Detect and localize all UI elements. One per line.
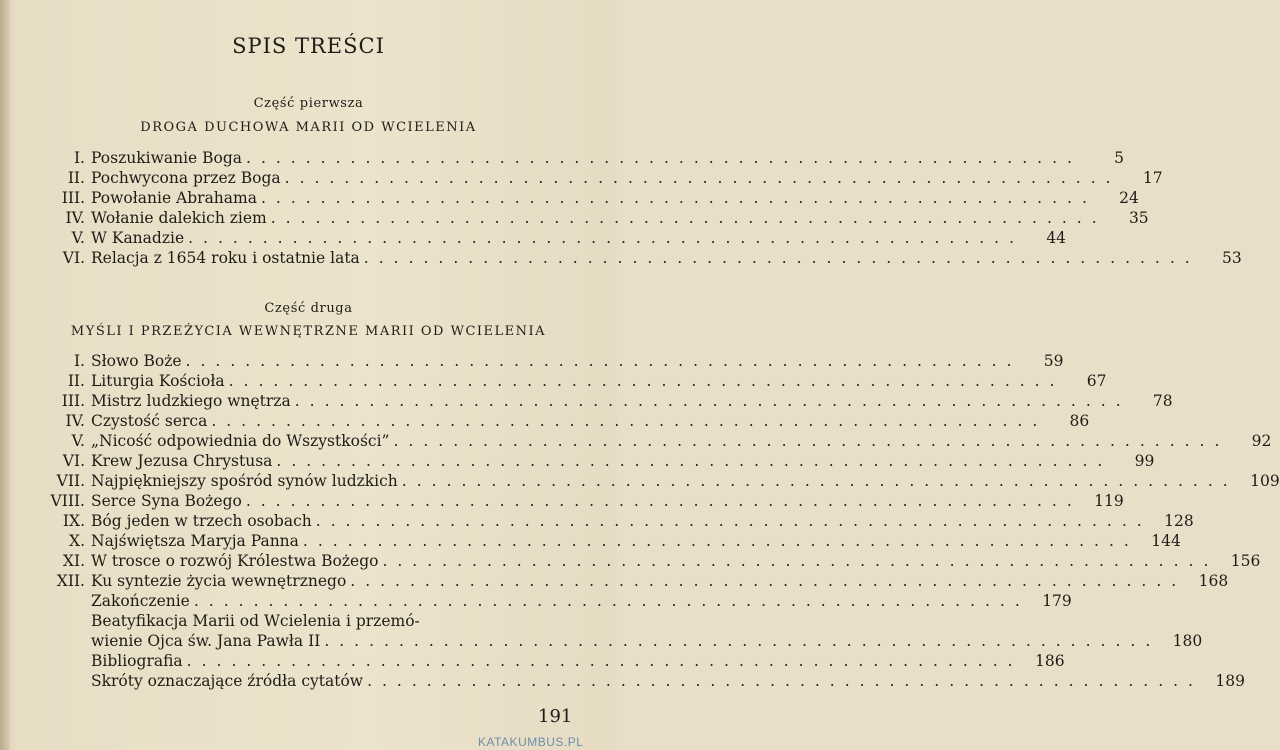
leader-dots: ........................................................ [185,352,1022,370]
leader-dots: ........................................................ [246,149,1082,167]
toc-entry [30,391,1173,411]
toc-entry-extra [30,631,1203,651]
entry-title: W trosce o rozwój Królestwa Bożego [91,552,379,570]
entry-number: III. [61,392,85,410]
leader-dots: ........................................................ [382,552,1219,570]
entry-page: 35 [1128,209,1149,227]
toc-entry [30,511,1194,531]
toc-entry [30,571,1229,591]
entry-page: 92 [1251,432,1272,450]
entry-number: IV. [65,412,85,430]
entry-title: Skróty oznaczające źródła cytatów [91,672,364,690]
toc-entry [30,208,1149,228]
entry-page: 78 [1152,392,1173,410]
entry-title: Zakończenie [91,592,190,610]
toc-entry [30,491,1124,511]
entry-page: 189 [1215,672,1245,690]
entry-title: Najświętsza Maryja Panna [91,532,299,550]
leader-dots: ........................................................ [186,652,1023,670]
entry-number: II. [67,169,85,187]
entry-title: wienie Ojca św. Jana Pawła II [91,632,321,650]
toc-entry [30,531,1181,551]
leader-dots: ........................................................ [315,512,1152,530]
entry-title: Czystość serca [91,412,208,430]
page-title: SPIS TREŚCI [232,34,385,58]
toc-entry [30,228,1067,248]
toc-entry [30,371,1107,391]
entry-number: IV. [65,209,85,227]
entry-page: 5 [1114,149,1124,167]
leader-dots: ........................................................ [276,452,1113,470]
entry-number: III. [61,189,85,207]
leader-dots: ........................................................ [294,392,1131,410]
toc-entry-extra [30,591,1072,611]
entry-number: XI. [62,552,85,570]
leader-dots: ........................................................ [193,592,1030,610]
entry-page: 119 [1094,492,1124,510]
entry-title: Najpiękniejszy spośród synów ludzkich [91,472,398,490]
toc-entry [30,248,1242,268]
entry-number: V. [71,432,85,450]
entry-number: VII. [56,472,85,490]
leader-dots: ........................................................ [367,672,1203,690]
toc-entry [30,148,1124,168]
leader-dots: ........................................................ [211,412,1048,430]
entry-title: Beatyfikacja Marii od Wcielenia i przemó- [91,612,420,630]
part2-title: MYŚLI I PRZEŻYCIA WEWNĘTRZNE MARII OD WCIELENIA [70,324,547,339]
leader-dots: ........................................................ [302,532,1139,550]
entry-number: XII. [56,572,85,590]
leader-dots: ........................................................ [401,472,1238,490]
leader-dots: ........................................................ [393,432,1230,450]
entry-title: W Kanadzie [91,229,185,247]
entry-page: 168 [1198,572,1229,590]
part1-toc [30,148,1242,268]
entry-page: 109 [1250,472,1280,490]
leader-dots: ........................................................ [228,372,1065,390]
entry-title: Ku syntezie życia wewnętrznego [91,572,347,590]
leader-dots: ........................................................ [324,632,1161,650]
entry-title: Liturgia Kościoła [91,372,225,390]
leader-dots: ........................................................ [350,572,1187,590]
part2-label: Część druga [264,301,353,316]
entry-page: 156 [1230,552,1261,570]
entry-number: VI. [62,249,85,267]
entry-page: 99 [1134,452,1155,470]
leader-dots: ........................................................ [245,492,1082,510]
toc-entry [30,351,1064,371]
entry-number: VIII. [50,492,85,510]
entry-page: 144 [1151,532,1181,550]
entry-title: Poszukiwanie Boga [91,149,243,167]
entry-page: 24 [1119,189,1139,207]
toc-entry [30,451,1155,471]
watermark: KATAKUMBUS.PL [478,735,584,749]
entry-title: Wołanie dalekich ziem [91,209,267,227]
leader-dots: ........................................................ [260,189,1097,207]
entry-page: 17 [1142,169,1163,187]
entry-title: Relacja z 1654 roku i ostatnie lata [91,249,360,267]
toc-entry-extra [30,651,1065,671]
leader-dots: ........................................................ [188,229,1025,247]
toc-entry [30,168,1163,188]
entry-title: Słowo Boże [91,352,182,370]
entry-page: 53 [1221,249,1242,267]
entry-number: I. [73,149,85,167]
entry-title: Bibliografia [91,652,183,670]
part1-label: Część pierwsza [253,96,364,111]
entry-page: 67 [1086,372,1107,390]
leader-dots: ........................................................ [363,249,1200,267]
entry-number: II. [67,372,85,390]
entry-page: 179 [1042,592,1072,610]
toc-entry [30,431,1272,451]
leader-dots: ........................................................ [284,169,1121,187]
entry-title: Krew Jezusa Chrystusa [91,452,273,470]
toc-entry [30,471,1280,491]
entry-title: Pochwycona przez Boga [91,169,281,187]
entry-number: VI. [62,452,85,470]
entry-number: X. [69,532,85,550]
entry-page: 180 [1172,632,1203,650]
entry-number: V. [71,229,85,247]
page-spine-shadow [0,0,10,750]
entry-title: Mistrz ludzkiego wnętrza [91,392,291,410]
entry-title: „Nicość odpowiednia do Wszystkości” [91,432,390,450]
toc-entry [30,551,1261,571]
toc-entry-extra [30,671,1245,691]
entry-number: I. [73,352,85,370]
entry-title: Powołanie Abrahama [91,189,257,207]
part2-toc [30,351,1280,691]
entry-number: IX. [62,512,85,530]
entry-page: 86 [1069,412,1090,430]
entry-title: Bóg jeden w trzech osobach [91,512,312,530]
entry-page: 44 [1046,229,1067,247]
toc-entry [30,411,1090,431]
entry-page: 59 [1043,352,1064,370]
leader-dots: ........................................................ [270,209,1107,227]
entry-page: 128 [1164,512,1194,530]
entry-page: 186 [1035,652,1065,670]
toc-entry-extra [30,611,575,631]
toc-entry [30,188,1139,208]
part1-title: DROGA DUCHOWA MARII OD WCIELENIA [140,120,477,135]
page-number: 191 [538,706,573,727]
entry-title: Serce Syna Bożego [91,492,242,510]
